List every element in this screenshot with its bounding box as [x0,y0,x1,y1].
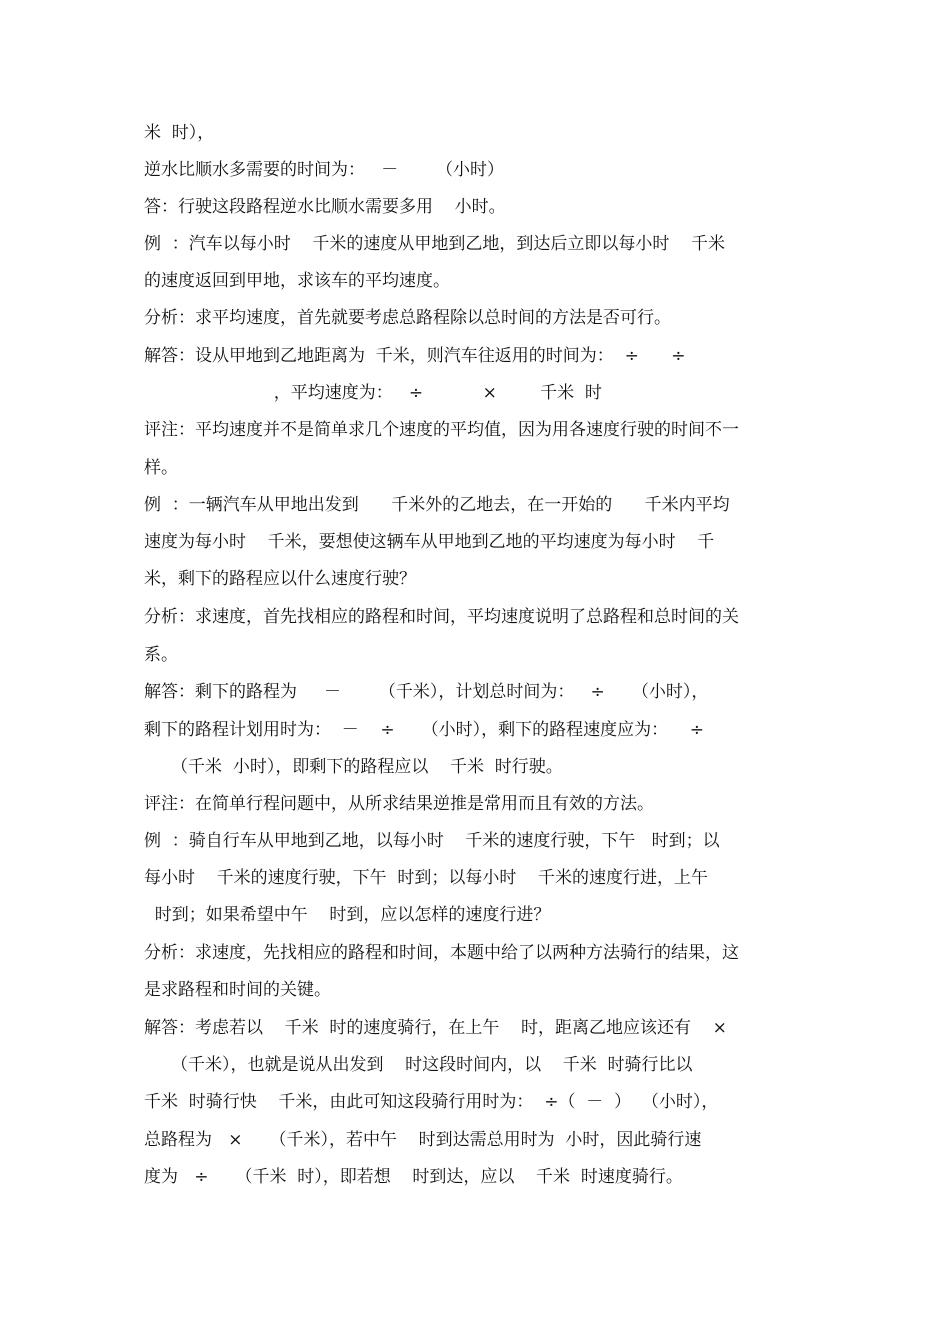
text-line: 分析：求平均速度，首先就要考虑总路程除以总时间的方法是否可行。 [144,308,671,328]
text-line: 剩下的路程计划用时为： － ÷ （小时），剩下的路程速度应为： ÷ [144,720,705,740]
text-line: 每小时 千米的速度行驶，下午 时到；以每小时 千米的速度行进，上午 [144,868,709,888]
text-line: （千米），也就是说从出发到 时这段时间内，以 千米 时骑行比以 [144,1055,693,1075]
text-line: 例 ：一辆汽车从甲地出发到 千米外的乙地去，在一开始的 千米内平均 [144,495,730,515]
text-line: 米，剩下的路程应以什么速度行驶？ [144,569,416,589]
text-line: 分析：求速度，先找相应的路程和时间，本题中给了以两种方法骑行的结果，这 [144,943,739,963]
text-line: 度为 ÷ （千米 时），即若想 时到达，应以 千米 时速度骑行。 [144,1167,683,1187]
text-line: 逆水比顺水多需要的时间为： － （小时） [144,160,505,180]
text-line: 解答：考虑若以 千米 时的速度骑行，在上午 时，距离乙地应该还有 × [144,1018,727,1038]
text-line: 速度为每小时 千米，要想使这辆车从甲地到乙地的平均速度为每小时 千 [144,532,715,552]
text-line: 总路程为 × （千米），若中午 时到达需总用时为 小时，因此骑行速 [144,1130,702,1150]
text-line: 评注：平均速度并不是简单求几个速度的平均值，因为用各速度行驶的时间不一 [144,420,739,440]
text-line: 系。 [144,645,178,665]
text-line: 例 ：汽车以每小时 千米的速度从甲地到乙地，到达后立即以每小时 千米 [144,234,726,254]
text-line: 的速度返回到甲地，求该车的平均速度。 [144,271,450,291]
text-line: 千米 时骑行快 千米，由此可知这段骑行用时为： ÷（ － ） （小时）， [144,1092,719,1112]
text-line: 例 ：骑自行车从甲地到乙地，以每小时 千米的速度行驶，下午 时到；以 [144,831,720,851]
text-line: 解答：设从甲地到乙地距离为 千米，则汽车往返用的时间为： ÷ ÷ [144,346,686,366]
text-line: ，平均速度为： ÷ × 千米 时 [144,383,602,403]
text-line: 解答：剩下的路程为 － （千米），计划总时间为： ÷ （小时）， [144,682,709,702]
text-line: 样。 [144,458,178,478]
text-line: 时到；如果希望中午 时到，应以怎样的速度行进？ [144,905,551,925]
text-line: （千米 小时），即剩下的路程应以 千米 时行驶。 [144,757,563,777]
text-line: 分析：求速度，首先找相应的路程和时间，平均速度说明了总路程和总时间的关 [144,607,739,627]
text-line: 是求路程和时间的关键。 [144,980,331,1000]
text-line: 评注：在简单行程问题中，从所求结果逆推是常用而且有效的方法。 [144,794,654,814]
text-line: 答：行驶这段路程逆水比顺水需要多用 小时。 [144,197,506,217]
text-line: 米 时）， [144,123,215,143]
